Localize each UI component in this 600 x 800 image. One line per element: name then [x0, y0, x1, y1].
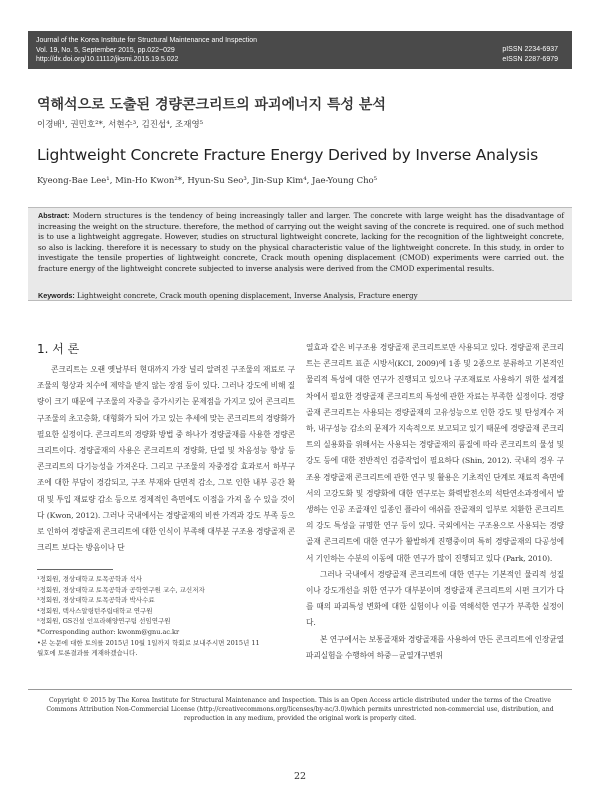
copyright-notice: Copyright © 2015 by The Korea Institute for Structural Maintenance and Inspection. This is an Open Access article distributed under the terms of the Creative Commons Attribution Non-Commercial License (http://creativecommons.org/licenses/by-nc/3.0)which permits unrestricted non-commercial use, distribution, and reproduction in any medium, provided the original work is properly cited.: [46, 697, 554, 722]
keywords-label: Keywords:: [38, 291, 75, 300]
keywords-text: Lightweight concrete, Crack mouth opening displacement, Inverse Analysis, Fracture energy: [77, 291, 418, 300]
journal-volume: Vol. 19, No. 5, September 2015, pp.022~029: [36, 46, 175, 54]
paper-title-english: Lightweight Concrete Fracture Energy Derived by Inverse Analysis: [37, 146, 539, 164]
issn-block: [502, 45, 558, 64]
body-column-right: [306, 340, 564, 664]
footnote: 월호에 토론결과를 게재하겠습니다.: [37, 649, 138, 658]
abstract-text: Modern structures is the tendency of being increasingly taller and larger. The concrete with large weight has the disadvantage of increasing the weight on the structure. therefore, the method of carrying out the weight saving of the concrete is required. one of such method is to use a lightweight aggregate. However, studies on structural lightweight concrete, lacking for the recognition of the lightweight concrete, so also is lacking. therefore it is necessary to study on the physical characteristic value of the lightweight concrete. In this study, in order to investigate the tensile properties of lightweight concrete, Crack mouth opening displacement (CMOD) experiments were carried out. the fracture energy of the lightweight concrete subjected to inverse analysis were derived from the CMOD experimental results.: [38, 211, 564, 273]
authors-korean: 이경배¹, 권민호²*, 서현수³, 김진섭⁴, 조재영⁵: [37, 120, 204, 130]
section-heading-introduction: 1. 서 론: [37, 342, 80, 356]
abstract: [38, 211, 564, 275]
footnote: ²정회원, 경상대학교 토목공학과 공학연구원 교수, 교신저자: [37, 585, 205, 594]
pissn: pISSN 2234-6937: [502, 46, 558, 53]
page-number: 22: [293, 771, 307, 782]
footnote-divider: [37, 569, 113, 570]
body-column-left: [37, 362, 295, 556]
journal-banner: [28, 31, 572, 69]
authors-english: Kyeong-Bae Lee¹, Min-Ho Kwon²*, Hyun-Su Seo³, Jin-Sup Kim⁴, Jae-Young Cho⁵: [37, 176, 378, 186]
journal-doi[interactable]: http://dx.doi.org/10.11112/jksmi.2015.19.5.022: [36, 56, 179, 63]
copyright-divider: [28, 689, 572, 690]
abstract-label: Abstract:: [38, 211, 70, 220]
footnotes: [37, 574, 295, 659]
footnote: ¹정회원, 경상대학교 토목공학과 석사: [37, 575, 143, 583]
footnote: ⁵정회원, GS건설 인프라해양연구팀 선임연구원: [37, 617, 171, 626]
paper-title-korean: 역해석으로 도출된 경량콘크리트의 파괴에너지 특성 분석: [37, 97, 386, 113]
footnote: ³정회원, 경상대학교 토목공학과 박사수료: [37, 596, 155, 605]
body-paragraph: 그러나 국내에서 경량골재 콘크리트에 대한 연구는 기본적인 물리적 성질이나 강도개선을 위한 연구가 대부분이며 경량골재 콘크리트의 시편 크기가 다를 때의 파괴특성 변화에 대한 실험이나 이를 역해석한 연구가 부족한 실정이다.: [306, 569, 564, 628]
journal-name: Journal of the Korea Institute for Structural Maintenance and Inspection: [36, 37, 258, 44]
body-paragraph: 열효과 같은 비구조용 경량골재 콘크리트로만 사용되고 있다. 경량골재 콘크리트는 콘크리트 표준 시방서(KCI, 2009)에 1종 및 2종으로 분류하고 기본적인 물리적 특성에 대한 연구가 진행되고 있으나 구조재료로 사용하기 위한 설계절차에서 필요한 경량골재 콘크리트의 특성에 관한 자료는 부족한 실정이다. 경량골재 콘크리트는 사용되는 경량골재의 고유성능으로 인한 강도 및 탄성계수 저하, 내구성능 감소의 문제가 지속적으로 보고되고 있기 때문에 경량골재 콘크리트의 실용화를 위해서는 사용되는 경량골재의 품질에 따라 콘크리트의 물성 및 강도 등에 대한 전반적인 검증작업이 필요하다 (Shin, 2012). 국내의 경우 구조용 경량골재 콘크리트에 관한 연구 및 활용은 기초적인 단계로 재료적 측면에서의 고강도화 및 경량화에 대한 연구로는 화력발전소의 석탄연소과정에서 발생하는 인공 조골재인 일종인 플라이 애쉬를 잔골재의 일부로 치환한 콘크리트의 강도 특성을 규명한 연구 등이 있다. 국외에서는 구조용으로 사용되는 경량골재 콘크리트에 대한 연구가 활발하게 진행중이며 특히 경량골재의 다공성에서 기인하는 수분의 이동에 대한 연구가 많이 진행되고 있다 (Park, 2010).: [306, 343, 564, 563]
body-paragraph: 본 연구에서는 보통골재와 경량골재를 사용하여 만든 콘크리트에 인장균열파괴실험을 수행하여 하중－균열개구변위: [306, 634, 564, 660]
eissn: eISSN 2287-6979: [502, 55, 558, 63]
corresponding-author: *Corresponding author: kwonm@gnu.ac.kr: [37, 627, 180, 636]
footnote: •본 논문에 대한 토의를 2015년 10월 1일까지 학회로 보내주시면 2015년 11: [37, 638, 260, 647]
footnote: ⁴정회원, 텍사스알링턴주립대학교 연구원: [37, 606, 153, 615]
body-paragraph: 콘크리트는 오랜 옛날부터 현대까지 가장 널리 알려진 구조물의 재료로 구조물의 형상과 치수에 제약을 받지 않는 장점 등이 있다. 그러나 강도에 비해 질량이 크기 때문에 구조물의 자중을 증가시키는 문제점을 가지고 있어 콘크리트 구조물의 초고층화, 대형화가 되어 가고 있는 추세에 맞는 콘크리트의 경량화가 필요한 실정이다. 콘크리트의 경량화 방법 중 하나가 경량골재를 사용한 경량콘크리트이다. 경량골재의 사용은 콘크리트의 경량화, 단열 및 차음성능 향상 등 콘크리트의 다기능성을 가져온다. 그리고 구조물의 자중경감 효과로서 하부구조에 대한 부담이 경감되고, 구조 부재와 단면적 감소, 그로 인한 내부 공간 확대 및 투입 재료량 감소 등으로 경제적인 측면에도 이점을 가져 올 수 있을 것이다 (Kwon, 2012). 그러나 국내에서는 경량골재의 비싼 가격과 강도 부족 등으로 인하여 경량골재 콘크리트에 대한 인식이 부족해 대부분 구조용 경량골재 콘크리트 보다는 방음이나 단: [37, 365, 295, 553]
journal-info: [36, 36, 257, 65]
keywords: [38, 291, 564, 300]
